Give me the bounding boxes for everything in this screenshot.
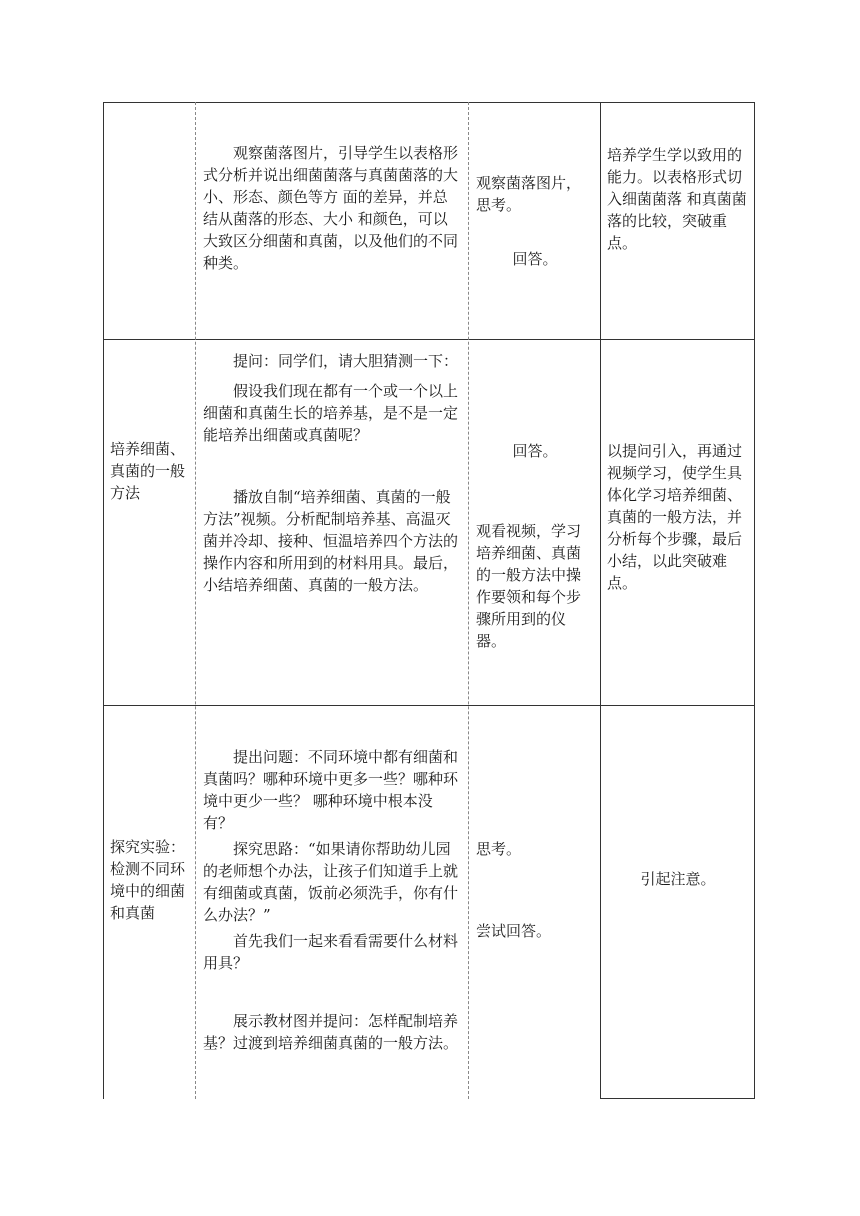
row3-student-cell xyxy=(476,838,594,942)
row2-section-cell xyxy=(110,438,190,504)
row2-teacher-cell xyxy=(203,350,461,596)
table-left-border xyxy=(103,102,104,1099)
row1-intent-cell xyxy=(607,144,749,254)
row3-teacher-cell xyxy=(203,746,461,1054)
row3-teacher-text-4: 展示教材图并提问：怎样配制培养基？过渡到培养细菌真菌的一般方法。 xyxy=(203,1012,459,1052)
row-divider-2 xyxy=(103,705,755,706)
row3-teacher-text-3: 首先我们一起来看看需要什么材料用具？ xyxy=(203,932,459,972)
table-top-border xyxy=(103,102,755,103)
row2-teacher-text-3: 播放自制“培养细菌、真菌的一般方法”视频。分析配制培养基、高温灭菌并冷却、接种、恒温培养四个方法的操作内容和所用到的材料用具。最后，小结培养细菌、真菌的一般方法。 xyxy=(203,488,459,594)
row3-student-text-1: 思考。 xyxy=(476,840,522,858)
row1-student-text-2: 回答。 xyxy=(512,250,558,268)
row3-intent-text: 引起注意。 xyxy=(640,870,716,888)
row-divider-1 xyxy=(103,339,755,340)
row2-teacher-text-2: 假设我们现在都有一个或一个以上细菌和真菌生长的培养基，是不是一定能培养出细菌或真菌呢？ xyxy=(203,382,459,444)
row3-teacher-text-2: 探究思路：“如果请你帮助幼儿园的老师想个办法，让孩子们知道手上就有细菌或真菌，饭前必须洗手，你有什么办法？” xyxy=(203,840,459,924)
column-divider-2 xyxy=(468,102,469,1099)
row3-section-cell xyxy=(110,836,190,924)
row1-intent-text: 培养学生学以致用的能力。以表格形式切入细菌菌落 和真菌菌落的比较，突破重点。 xyxy=(607,146,747,252)
row1-teacher-text: 观察菌落图片，引导学生以表格形式分析并说出细菌菌落与真菌菌落的大小、形态、颜色等方 面的差异，并总结从菌落的形态、大小 和颜色，可以大致区分细菌和真菌，以及他们的不同种类。 xyxy=(203,144,459,272)
row2-student-text-2: 观看视频，学习培养细菌、真菌的一般方法中操作要领和每个步骤所用到的仪器。 xyxy=(476,522,582,650)
row2-section-title: 培养细菌、真菌的一般方法 xyxy=(110,440,186,502)
row2-intent-text: 以提问引入，再通过视频学习，使学生具体化学习培养细菌、真菌的一般方法，并分析每个步骤，最后小结，以此突破难点。 xyxy=(607,442,743,592)
column-divider-3 xyxy=(600,102,601,1099)
row2-teacher-text-1: 提问：同学们，请大胆猜测一下： xyxy=(233,352,459,370)
row1-student-cell xyxy=(476,172,594,270)
row3-teacher-text-1: 提出问题：不同环境中都有细菌和真菌吗？哪种环境中更多一些？哪种环境中更少一些？ 哪种环境中根本没有？ xyxy=(203,748,459,832)
row3-student-text-2: 尝试回答。 xyxy=(476,922,552,940)
table-right-border xyxy=(754,102,755,1099)
row3-section-title: 探究实验：检测不同环境中的细菌和真菌 xyxy=(110,838,186,922)
column-divider-1 xyxy=(195,102,196,1099)
row1-student-text-1: 观察菌落图片，思考。 xyxy=(476,174,582,214)
row1-teacher-cell xyxy=(203,142,461,274)
row2-student-cell xyxy=(476,440,594,652)
row2-student-text-1: 回答。 xyxy=(512,442,558,460)
row-divider-intent-bottom xyxy=(600,1098,755,1099)
row2-intent-cell xyxy=(607,440,749,594)
row3-intent-cell xyxy=(607,868,749,890)
